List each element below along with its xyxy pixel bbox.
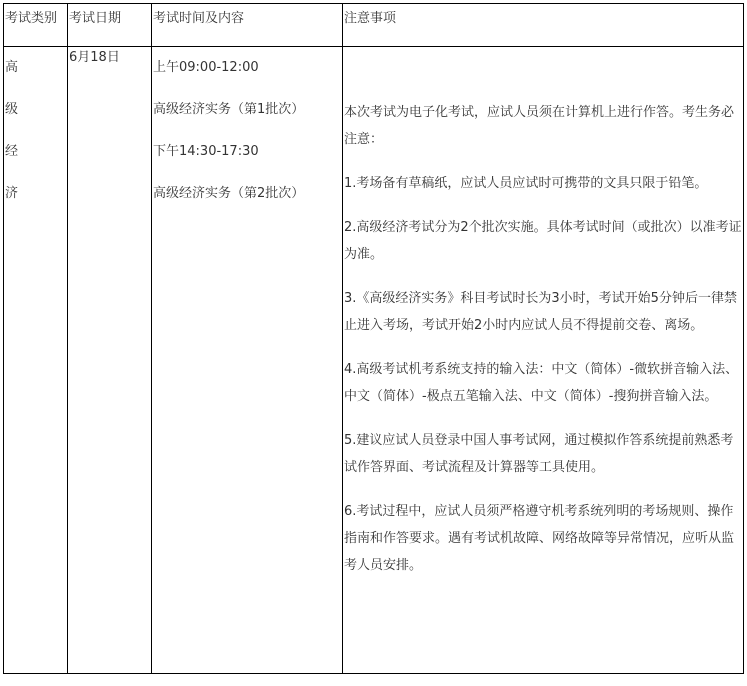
morning-session-subject: 高级经济实务（第1批次） bbox=[153, 102, 305, 117]
exam-schedule-table bbox=[3, 3, 744, 674]
header-exam-category: 考试类别 bbox=[4, 4, 68, 47]
table-header-row bbox=[4, 4, 744, 47]
exam-category-char: 经 bbox=[5, 144, 19, 159]
exam-date-cell bbox=[68, 47, 152, 674]
afternoon-session-time: 下午14:30-17:30 bbox=[153, 144, 259, 159]
header-exam-date: 考试日期 bbox=[68, 4, 152, 47]
exam-category-char: 高 bbox=[5, 60, 19, 75]
note-item: 3.《高级经济实务》科目考试时长为3小时，考试开始5分钟后一律禁止进入考场，考试开始2小时内应试人员不得提前交卷、离场。 bbox=[344, 291, 737, 333]
notes-list bbox=[344, 99, 742, 579]
exam-category-cell bbox=[4, 47, 68, 674]
table-row bbox=[4, 47, 744, 674]
notes-cell bbox=[343, 47, 744, 674]
header-exam-time-content: 考试时间及内容 bbox=[152, 4, 343, 47]
exam-time-cell bbox=[152, 47, 343, 674]
exam-category-char: 济 bbox=[5, 186, 19, 201]
morning-session-time: 上午09:00-12:00 bbox=[153, 60, 259, 75]
note-item: 1.考场备有草稿纸，应试人员应试时可携带的文具只限于铅笔。 bbox=[344, 176, 708, 191]
note-item: 5.建议应试人员登录中国人事考试网，通过模拟作答系统提前熟悉考试作答界面、考试流程及计算器等工具使用。 bbox=[344, 433, 734, 475]
afternoon-session-subject: 高级经济实务（第2批次） bbox=[153, 186, 305, 201]
exam-date: 6月18日 bbox=[69, 50, 120, 65]
exam-category-char: 级 bbox=[5, 102, 19, 117]
note-item: 6.考试过程中，应试人员须严格遵守机考系统列明的考场规则、操作指南和作答要求。遇有考试机故障、网络故障等异常情况，应听从监考人员安排。 bbox=[344, 504, 735, 573]
note-item: 2.高级经济考试分为2个批次实施。具体考试时间（或批次）以准考证为准。 bbox=[344, 220, 742, 262]
notes-intro: 本次考试为电子化考试，应试人员须在计算机上进行作答。考生务必注意： bbox=[344, 105, 735, 147]
header-notes: 注意事项 bbox=[343, 4, 744, 47]
note-item: 4.高级考试机考系统支持的输入法：中文（简体）-微软拼音输入法、中文（简体）-极点五笔输入法、中文（简体）-搜狗拼音输入法。 bbox=[344, 362, 739, 404]
